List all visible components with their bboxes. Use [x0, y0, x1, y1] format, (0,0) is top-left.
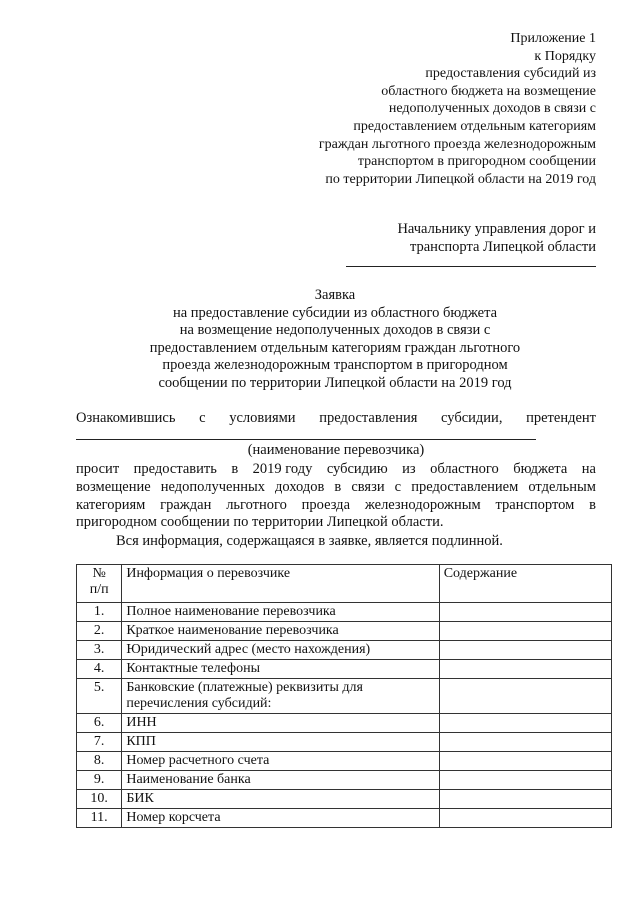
request-line-4: пригородном сообщении по территории Липецкой области. — [76, 514, 444, 531]
row-value-field[interactable] — [439, 603, 611, 622]
title-line: предоставлением отдельным категориям граждан льготного — [149, 339, 521, 356]
intro-word: с — [199, 410, 206, 426]
row-label — [122, 679, 439, 714]
table-row — [77, 660, 612, 679]
row-label: Номер корсчета — [122, 809, 439, 828]
appendix-line: к Порядку — [534, 48, 596, 64]
carrier-name-field[interactable] — [76, 439, 536, 440]
word: предоставлением — [411, 478, 519, 495]
table-row — [77, 714, 612, 733]
word: предоставить — [133, 461, 217, 477]
row-number: 4. — [77, 660, 122, 679]
title-line: сообщении по территории Липецкой области на 2019 год — [158, 374, 512, 391]
intro-word: предоставления — [319, 410, 418, 426]
addressee-line: Начальнику управления дорог и — [397, 221, 596, 237]
row-value-field[interactable] — [439, 809, 611, 828]
request-line-3 — [76, 497, 596, 515]
appendix-header — [216, 30, 596, 188]
row-number: 2. — [77, 622, 122, 641]
table-row — [77, 733, 612, 752]
row-label: Полное наименование перевозчика — [122, 603, 439, 622]
title-line: на возмещение недополученных доходов в связи с — [179, 322, 491, 339]
word: связи — [351, 478, 385, 495]
title-line: на предоставление субсидии из областного бюджета — [172, 304, 498, 321]
header-content: Содержание — [439, 565, 611, 603]
truth-statement: Вся информация, содержащаяся в заявке, является подлинной. — [116, 533, 503, 549]
request-line-2 — [76, 479, 596, 497]
table-row — [77, 809, 612, 828]
word: отдельным — [528, 478, 596, 495]
row-label-line: перечисления субсидий: — [126, 696, 272, 711]
appendix-line: предоставления субсидий из — [425, 66, 596, 82]
request-line-1 — [76, 461, 596, 479]
row-value-field[interactable] — [439, 660, 611, 679]
carrier-caption: (наименование перевозчика) — [247, 442, 425, 458]
row-number: 3. — [77, 641, 122, 660]
appendix-line: областного бюджета на возмещение — [381, 83, 596, 99]
title-line: Заявка — [314, 287, 356, 303]
carrier-info-table — [76, 564, 612, 828]
word: в — [334, 478, 342, 495]
word: недополученных — [160, 478, 265, 495]
word: доходов — [275, 478, 325, 495]
row-label: Номер расчетного счета — [122, 752, 439, 771]
word: просит — [76, 461, 120, 477]
table-header-row — [77, 565, 612, 603]
word: бюджета — [513, 461, 568, 477]
intro-word: Ознакомившись — [76, 410, 176, 426]
word: граждан — [160, 496, 212, 513]
row-label: Краткое наименование перевозчика — [122, 622, 439, 641]
row-label: ИНН — [122, 714, 439, 733]
word: 2019 году — [252, 461, 313, 477]
table-row — [77, 622, 612, 641]
header-num — [77, 565, 122, 603]
row-number: 7. — [77, 733, 122, 752]
row-label: Юридический адрес (место нахождения) — [122, 641, 439, 660]
row-value-field[interactable] — [439, 622, 611, 641]
header-num-line: п/п — [89, 582, 109, 597]
row-number: 11. — [77, 809, 122, 828]
row-value-field[interactable] — [439, 679, 611, 714]
table-row — [77, 790, 612, 809]
row-value-field[interactable] — [439, 641, 611, 660]
row-value-field[interactable] — [439, 733, 611, 752]
word: железнодорожным — [364, 496, 481, 513]
table-row — [77, 679, 612, 714]
word: в — [231, 461, 239, 477]
row-number: 5. — [77, 679, 122, 714]
row-label: Контактные телефоны — [122, 660, 439, 679]
table-row — [77, 771, 612, 790]
row-number: 1. — [77, 603, 122, 622]
table-row — [77, 641, 612, 660]
word: транспортом — [495, 496, 575, 513]
addressee-block — [296, 220, 596, 256]
appendix-line: по территории Липецкой области на 2019 год — [325, 171, 596, 187]
row-value-field[interactable] — [439, 752, 611, 771]
word: из — [402, 461, 416, 477]
row-number: 9. — [77, 771, 122, 790]
row-label: БИК — [122, 790, 439, 809]
row-number: 10. — [77, 790, 122, 809]
word: в — [589, 496, 596, 513]
header-info: Информация о перевозчике — [122, 565, 439, 603]
word: проезда — [301, 496, 351, 513]
word: льготного — [226, 496, 287, 513]
word: областного — [430, 461, 499, 477]
row-number: 6. — [77, 714, 122, 733]
table-row — [77, 752, 612, 771]
appendix-line: Приложение 1 — [510, 31, 596, 46]
intro-word: условиями — [229, 410, 296, 426]
title-line: проезда железнодорожным транспортом в пригородном — [162, 357, 508, 374]
row-label: КПП — [122, 733, 439, 752]
appendix-line: недополученных доходов в связи с — [388, 101, 596, 117]
word: с — [394, 478, 402, 495]
row-value-field[interactable] — [439, 771, 611, 790]
intro-line — [76, 410, 596, 427]
intro-word: претендент — [526, 410, 596, 426]
row-value-field[interactable] — [439, 790, 611, 809]
word: субсидию — [326, 461, 388, 477]
appendix-line: предоставлением отдельным категориям — [353, 118, 596, 134]
table-row — [77, 603, 612, 622]
addressee-line: транспорта Липецкой области — [409, 239, 596, 255]
addressee-signature-line — [346, 266, 596, 267]
word: на — [581, 461, 596, 477]
row-value-field[interactable] — [439, 714, 611, 733]
document-title — [100, 287, 570, 393]
row-number: 8. — [77, 752, 122, 771]
row-label: Наименование банка — [122, 771, 439, 790]
header-num-line: № — [92, 566, 106, 581]
appendix-line: транспортом в пригородном сообщении — [357, 154, 596, 170]
word: возмещение — [76, 478, 151, 495]
appendix-line: граждан льготного проезда железнодорожным — [318, 136, 596, 152]
intro-word: субсидии, — [441, 410, 503, 426]
row-label-line: Банковские (платежные) реквизиты для — [126, 680, 363, 695]
word: категориям — [76, 496, 146, 513]
request-paragraph — [76, 461, 596, 532]
